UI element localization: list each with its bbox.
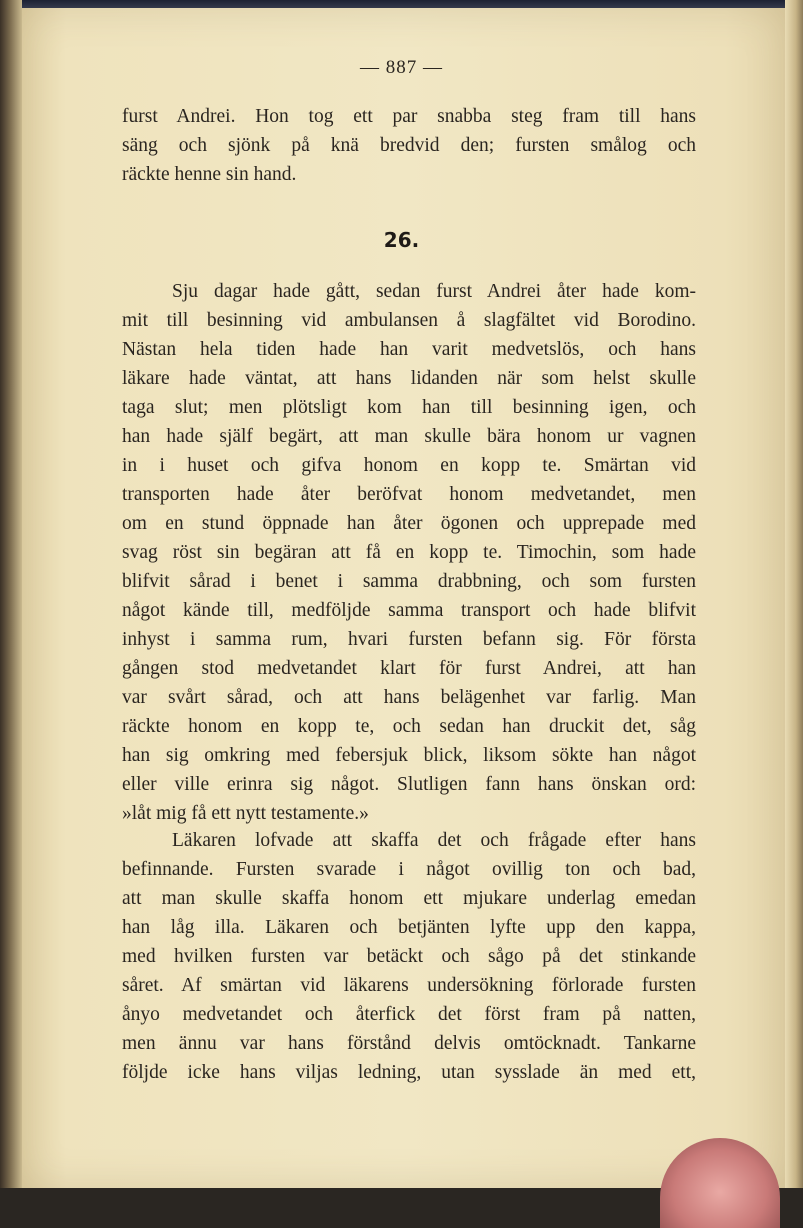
text-line: inhyst i samma rum, hvari fursten befann sig. För första <box>122 629 696 650</box>
thumb <box>660 1138 780 1228</box>
text-line: transporten hade åter beröfvat honom medvetandet, men <box>122 484 696 505</box>
paragraph-2 <box>122 277 696 828</box>
text-line: gången stod medvetandet klart för furst Andrei, att han <box>122 658 696 679</box>
text-line: säng och sjönk på knä bredvid den; fursten smålog och <box>122 135 696 156</box>
text-line: eller ville erinra sig något. Slutligen fann hans önskan ord: <box>122 774 696 795</box>
text-line: blifvit sårad i benet i samma drabbning, och som fursten <box>122 571 696 592</box>
text-line: räckte henne sin hand. <box>122 164 297 185</box>
text-line: Läkaren lofvade att skaffa det och frågade efter hans <box>172 830 696 851</box>
paragraph-1 <box>122 102 696 189</box>
text-line: befinnande. Fursten svarade i något ovillig ton och bad, <box>122 859 696 880</box>
paragraph-3 <box>122 826 696 1087</box>
page-number: — 887 — <box>360 57 443 78</box>
text-line: men ännu var hans förstånd delvis omtöcknadt. Tankarne <box>122 1033 696 1054</box>
text-line: något kände till, medföljde samma transport och hade blifvit <box>122 600 696 621</box>
text-line: Nästan hela tiden hade han varit medvetslös, och hans <box>122 339 696 360</box>
text-line: att man skulle skaffa honom ett mjukare underlag emedan <box>122 888 696 909</box>
text-line: var svårt sårad, och att hans belägenhet var farlig. Man <box>122 687 696 708</box>
text-line: mit till besinning vid ambulansen å slagfältet vid Borodino. <box>122 310 696 331</box>
text-line: taga slut; men plötsligt kom han till besinning igen, och <box>122 397 696 418</box>
text-line: med hvilken fursten var betäckt och sågo på det stinkande <box>122 946 696 967</box>
text-line: han sig omkring med febersjuk blick, liksom sökte han något <box>122 745 696 766</box>
text-line: furst Andrei. Hon tog ett par snabba steg fram till hans <box>122 106 696 127</box>
chapter-heading: 26. <box>383 228 420 252</box>
text-line: han låg illa. Läkaren och betjänten lyfte upp den kappa, <box>122 917 696 938</box>
book-spine-edge <box>0 0 22 1188</box>
text-line: såret. Af smärtan vid läkarens undersökning förlorade fursten <box>122 975 696 996</box>
text-line: räckte honom en kopp te, och sedan han druckit det, såg <box>122 716 696 737</box>
text-line: Sju dagar hade gått, sedan furst Andrei åter hade kom- <box>172 281 696 302</box>
text-line: »låt mig få ett nytt testamente.» <box>122 803 369 824</box>
text-line: han hade själf begärt, att man skulle bära honom ur vagnen <box>122 426 696 447</box>
text-line: läkare hade väntat, att hans lidanden när som helst skulle <box>122 368 696 389</box>
text-line: svag röst sin begäran att få en kopp te. Timochin, som hade <box>122 542 696 563</box>
text-line: ånyo medvetandet och återfick det först fram på natten, <box>122 1004 696 1025</box>
page-fore-edge <box>785 0 803 1188</box>
text-line: om en stund öppnade han åter ögonen och upprepade med <box>122 513 696 534</box>
text-line: följde icke hans viljas ledning, utan sysslade än med ett, <box>122 1062 696 1083</box>
text-line: in i huset och gifva honom en kopp te. Smärtan vid <box>122 455 696 476</box>
